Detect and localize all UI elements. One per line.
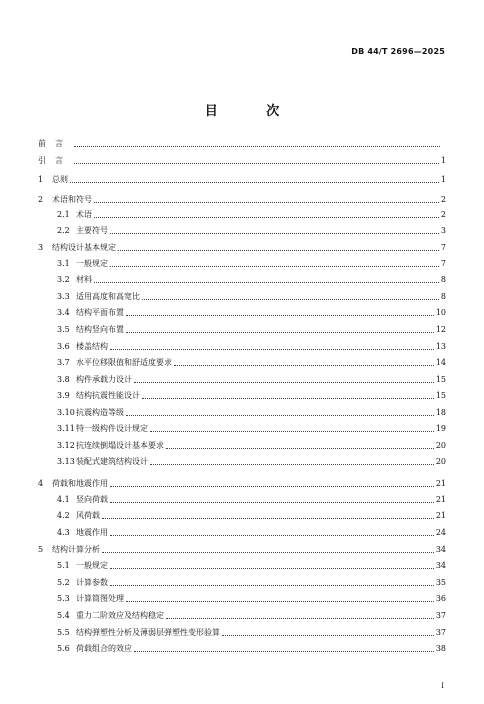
toc-title: 目 次 — [204, 104, 302, 119]
toc-entry-label: 风荷载 — [76, 511, 100, 520]
toc-entry-page: 35 — [435, 578, 446, 587]
toc-entry-number: 3.12 — [57, 441, 75, 450]
toc-entry[interactable] — [38, 224, 446, 236]
toc-entry-label: 计算参数 — [76, 578, 108, 587]
toc-entry-number: 5.5 — [57, 628, 70, 637]
toc-entry-page: 1 — [440, 156, 446, 165]
toc-dot-leader — [126, 314, 434, 316]
toc-entry-number: 3.13 — [57, 457, 75, 466]
toc-entry[interactable] — [38, 509, 446, 521]
toc-entry[interactable] — [38, 173, 446, 185]
toc-entry-page: 37 — [435, 628, 446, 637]
toc-entry-label: 荷载和地震作用 — [52, 479, 108, 488]
toc-entry[interactable] — [38, 208, 446, 220]
toc-entry-number: 3.4 — [57, 308, 70, 317]
toc-entry-label: 构件承载力设计 — [76, 375, 132, 384]
toc-entry[interactable] — [38, 306, 446, 318]
toc-entry-label: 结构竖向布置 — [76, 325, 124, 334]
toc-entry-page: 7 — [440, 243, 446, 252]
toc-entry-number: 3.7 — [57, 358, 70, 367]
toc-dot-leader — [150, 430, 434, 432]
toc-entry-label: 楼盖结构 — [76, 342, 108, 351]
toc-entry-number: 4.2 — [57, 511, 70, 520]
toc-dot-leader — [142, 298, 439, 300]
toc-entry-label: 前言 — [38, 139, 72, 148]
toc-dot-leader — [110, 232, 439, 234]
toc-entry-page: 20 — [435, 457, 446, 466]
toc-entry[interactable] — [38, 340, 446, 352]
toc-entry-label: 结构抗震性能设计 — [76, 391, 140, 400]
toc-entry-page: 1 — [440, 175, 446, 184]
toc-entry-label: 结构平面布置 — [76, 308, 124, 317]
toc-dot-leader — [102, 551, 434, 553]
toc-entry-page: 15 — [435, 375, 446, 384]
toc-entry-number: 5.4 — [57, 611, 70, 620]
toc-entry-number: 2.2 — [57, 226, 70, 235]
toc-dot-leader — [110, 348, 434, 350]
toc-entry[interactable] — [38, 526, 446, 538]
toc-entry-label: 计算简图处理 — [76, 594, 124, 603]
toc-entry-label: 引言 — [38, 156, 72, 165]
toc-dot-leader — [150, 463, 434, 465]
toc-dot-leader — [94, 281, 439, 283]
toc-entry-page: 18 — [435, 408, 446, 417]
toc-entry-label: 适用高度和高宽比 — [76, 292, 140, 301]
toc-entry-label: 结构计算分析 — [52, 545, 100, 554]
toc-dot-leader — [118, 249, 439, 251]
toc-entry-page: 15 — [435, 391, 446, 400]
toc-entry[interactable] — [38, 389, 446, 401]
toc-entry-label: 特一级构件设计规定 — [76, 424, 148, 433]
toc-dot-leader — [110, 567, 434, 569]
toc-entry-label: 重力二阶效应及结构稳定 — [76, 611, 164, 620]
toc-entry-label: 荷载组合的效应 — [76, 644, 132, 653]
toc-entry-label: 装配式建筑结构设计 — [76, 457, 148, 466]
toc-dot-leader — [94, 216, 439, 218]
toc-entry-label: 术语 — [76, 210, 92, 219]
toc-entry[interactable] — [38, 290, 446, 302]
toc-entry[interactable] — [38, 257, 446, 269]
toc-dot-leader — [110, 485, 434, 487]
toc-dot-leader — [134, 650, 434, 652]
toc-entry[interactable] — [38, 193, 446, 205]
toc-entry[interactable] — [38, 154, 446, 166]
toc-entry[interactable] — [38, 422, 446, 434]
toc-entry-page: 21 — [435, 495, 446, 504]
toc-entry-label: 总则 — [52, 175, 68, 184]
toc-entry-number: 3.10 — [57, 408, 75, 417]
toc-entry-number: 3.8 — [57, 375, 70, 384]
toc-entry[interactable] — [38, 592, 446, 604]
toc-dot-leader — [222, 634, 434, 636]
toc-entry-page: 2 — [440, 195, 446, 204]
toc-entry-page: 21 — [435, 511, 446, 520]
toc-entry-number: 5.2 — [57, 578, 70, 587]
toc-entry-label: 水平位移限值和舒适度要求 — [76, 358, 172, 367]
toc-entry-label: 抗震构造等级 — [76, 408, 124, 417]
toc-entry-page: 34 — [435, 545, 446, 554]
toc-entry[interactable] — [38, 356, 446, 368]
toc-entry-number: 2.1 — [57, 210, 70, 219]
toc-entry-number: 3.11 — [57, 424, 75, 433]
toc-entry[interactable] — [38, 323, 446, 335]
toc-entry-page: 10 — [435, 308, 446, 317]
toc-entry[interactable] — [38, 455, 446, 467]
toc-entry-label: 一般规定 — [76, 561, 108, 570]
toc-dot-leader — [134, 381, 434, 383]
toc-entry-page: 20 — [435, 441, 446, 450]
page-number: I — [441, 682, 444, 690]
toc-dot-leader — [166, 617, 434, 619]
toc-dot-leader — [74, 162, 439, 164]
toc-entry-number: 2 — [38, 195, 44, 204]
toc-entry-number: 3.6 — [57, 342, 70, 351]
toc-dot-leader — [70, 181, 439, 183]
toc-entry[interactable] — [38, 373, 446, 385]
toc-entry-page: 7 — [440, 259, 446, 268]
toc-entry-label: 地震作用 — [76, 528, 108, 537]
toc-entry-page: 21 — [435, 479, 446, 488]
toc-entry-label: 一般规定 — [76, 259, 108, 268]
toc-entry-page: 38 — [435, 644, 446, 653]
toc-entry-page: 24 — [435, 528, 446, 537]
toc-entry-number: 1 — [38, 175, 44, 184]
toc-entry-page: 8 — [440, 292, 446, 301]
toc-entry[interactable] — [38, 576, 446, 588]
toc-entry[interactable] — [38, 439, 446, 451]
toc-entry-page: 8 — [440, 275, 446, 284]
toc-entry-label: 结构设计基本规定 — [52, 243, 116, 252]
toc-entry-number: 4 — [38, 479, 44, 488]
toc-entry[interactable] — [38, 493, 446, 505]
toc-entry-number: 4.3 — [57, 528, 70, 537]
toc-dot-leader — [110, 534, 434, 536]
toc-dot-leader — [102, 517, 434, 519]
toc-entry-page: 2 — [440, 210, 446, 219]
toc-dot-leader — [110, 265, 439, 267]
toc-dot-leader — [110, 501, 434, 503]
toc-entry-page: 36 — [435, 594, 446, 603]
toc-dot-leader — [174, 364, 434, 366]
toc-dot-leader — [94, 201, 439, 203]
toc-entry-label: 竖向荷载 — [76, 495, 108, 504]
toc-entry-page: 12 — [435, 325, 446, 334]
toc-entry[interactable] — [38, 273, 446, 285]
toc-dot-leader — [166, 447, 434, 449]
toc-entry[interactable] — [38, 137, 446, 149]
toc-entry-number: 4.1 — [57, 495, 70, 504]
toc-entry-page: 14 — [435, 358, 446, 367]
toc-entry-number: 3.1 — [57, 259, 70, 268]
toc-dot-leader — [74, 145, 440, 147]
toc-entry-number: 5 — [38, 545, 44, 554]
toc-entry[interactable] — [38, 626, 446, 638]
toc-entry[interactable] — [38, 642, 446, 654]
toc-entry-label: 材料 — [76, 275, 92, 284]
toc-entry-page: 13 — [435, 342, 446, 351]
toc-entry[interactable] — [38, 609, 446, 621]
toc-dot-leader — [126, 414, 434, 416]
toc-entry-page: 3 — [440, 226, 446, 235]
toc-entry-page: 34 — [435, 561, 446, 570]
toc-entry-number: 5.1 — [57, 561, 70, 570]
toc-entry-page: 37 — [435, 611, 446, 620]
toc-entry-number: 3.3 — [57, 292, 70, 301]
toc-dot-leader — [126, 331, 434, 333]
toc-dot-leader — [142, 397, 434, 399]
toc-dot-leader — [110, 584, 434, 586]
toc-entry-label: 术语和符号 — [52, 195, 92, 204]
toc-entry-label: 结构弹塑性分析及薄弱层弹塑性变形验算 — [76, 628, 220, 637]
toc-entry-number: 3.2 — [57, 275, 70, 284]
toc-dot-leader — [126, 600, 434, 602]
document-code: DB 44/T 2696—2025 — [351, 47, 445, 56]
toc-entry-number: 5.6 — [57, 644, 70, 653]
toc-entry-page: 19 — [435, 424, 446, 433]
toc-entry-number: 5.3 — [57, 594, 70, 603]
toc-entry-label: 主要符号 — [76, 226, 108, 235]
toc-entry-label: 抗连续倒塌设计基本要求 — [76, 441, 164, 450]
toc-entry-number: 3.5 — [57, 325, 70, 334]
toc-entry[interactable] — [38, 477, 446, 489]
toc-entry[interactable] — [38, 406, 446, 418]
toc-entry[interactable] — [38, 559, 446, 571]
toc-entry-number: 3 — [38, 243, 44, 252]
toc-entry[interactable] — [38, 241, 446, 253]
toc-entry-number: 3.9 — [57, 391, 70, 400]
toc-entry[interactable] — [38, 543, 446, 555]
